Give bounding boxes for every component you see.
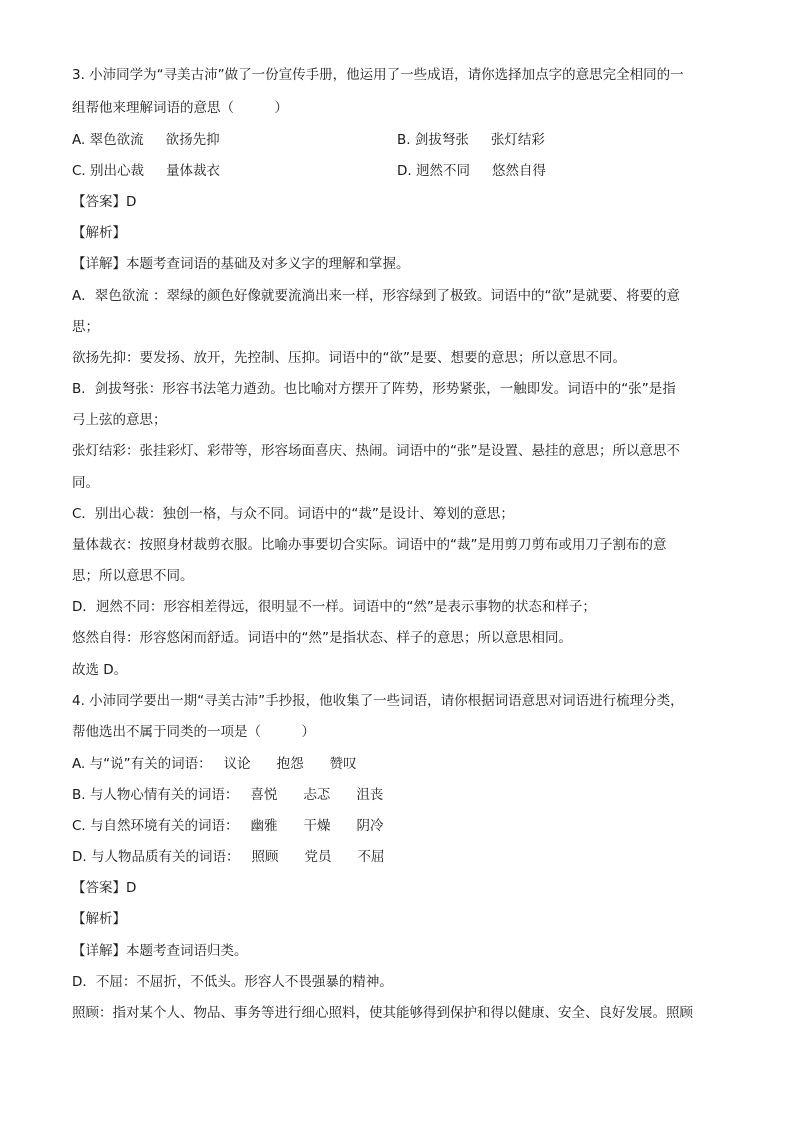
q3-line: 思； — [72, 319, 99, 335]
q3-line: 弓上弦的意思； — [72, 412, 167, 428]
answer-value: D — [126, 194, 137, 210]
q4-option-b[interactable]: B. 与人物心情有关的词语： 喜悦 忐忑 沮丧 — [72, 787, 384, 803]
q3-option-b[interactable]: B. 剑拔弩张 张灯结彩 — [397, 132, 545, 148]
q3-line: 思；所以意思不同。 — [72, 568, 194, 584]
q3-stem-line1: 3. 小沛同学为“寻美古沛”做了一份宣传手册，他运用了一些成语，请你选择加点字的意思完全相同的一 — [72, 67, 684, 83]
q3-line: 欲扬先抑：要发扬、放开，先控制、压抑。词语中的“欲”是要、想要的意思；所以意思不同。 — [72, 350, 626, 366]
q4-stem-line2: 帮他选出不属于同类的一项是（ ） — [72, 724, 315, 740]
q4-option-d[interactable]: D. 与人物品质有关的词语： 照顾 党员 不屈 — [72, 849, 385, 865]
answer-value: D — [126, 880, 137, 896]
q4-line: 照顾：指对某个人、物品、事务等进行细心照料，使其能够得到保护和得以健康、安全、良好发展。照顾 — [72, 1005, 693, 1021]
q3-line: 悠然自得：形容悠闲而舒适。词语中的“然”是指状态、样子的意思；所以意思相同。 — [72, 630, 572, 646]
q4-option-c[interactable]: C. 与自然环境有关的词语： 幽雅 干燥 阴冷 — [72, 818, 384, 834]
answer-tag: 【答案】 — [72, 880, 126, 896]
q3-stem-line2: 组帮他来理解词语的意思（ ） — [72, 100, 288, 116]
q3-analysis-tag: 【解析】 — [72, 225, 126, 241]
detail-intro: 本题考查词语归类。 — [126, 943, 248, 959]
detail-tag: 【详解】 — [72, 256, 126, 272]
q4-answer — [72, 879, 136, 897]
q3-line: A．翠色欲流 ：翠绿的颜色好像就要流淌出来一样，形容绿到了极致。词语中的“欲”是就要、将要的意 — [72, 288, 681, 304]
q3-detail — [72, 255, 410, 273]
q4-option-a[interactable]: A. 与“说”有关的词语： 议论 抱怨 赞叹 — [72, 756, 357, 772]
q3-line: C．别出心裁：独创一格，与众不同。词语中的“裁”是设计、筹划的意思； — [72, 506, 514, 522]
q3-line: B．剑拔弩张：形容书法笔力遒劲。也比喻对方摆开了阵势，形势紧张，一触即发。词语中的“张”是指 — [72, 381, 676, 397]
q3-line: D．迥然不同：形容相差得远，很明显不一样。词语中的“然”是表示事物的状态和样子； — [72, 599, 596, 615]
q4-line: D．不屈：不屈折，不低头。形容人不畏强暴的精神。 — [72, 974, 393, 990]
answer-tag: 【答案】 — [72, 194, 126, 210]
q3-line: 量体裁衣：按照身材裁剪衣服。比喻办事要切合实际。词语中的“裁”是用剪刀剪布或用刀子割布的意 — [72, 537, 667, 553]
q3-line: 张灯结彩：张挂彩灯、彩带等，形容场面喜庆、热闹。词语中的“张”是设置、悬挂的意思；所以意思不 — [72, 443, 680, 459]
q3-line: 故选 D。 — [72, 662, 128, 678]
q4-analysis-tag: 【解析】 — [72, 911, 126, 927]
detail-tag: 【详解】 — [72, 943, 126, 959]
q3-option-d[interactable]: D. 迥然不同 悠然自得 — [397, 163, 546, 179]
detail-intro: 本题考查词语的基础及对多义字的理解和掌握。 — [126, 256, 410, 272]
q3-answer — [72, 193, 136, 211]
q3-line: 同。 — [72, 475, 99, 491]
q3-option-a[interactable]: A. 翠色欲流 欲扬先抑 — [72, 132, 220, 148]
q3-option-c[interactable]: C. 别出心裁 量体裁衣 — [72, 163, 221, 179]
q4-stem-line1: 4. 小沛同学要出一期“寻美古沛”手抄报，他收集了一些词语，请你根据词语意思对词语进行梳理分类， — [72, 693, 684, 709]
q4-detail — [72, 942, 248, 960]
